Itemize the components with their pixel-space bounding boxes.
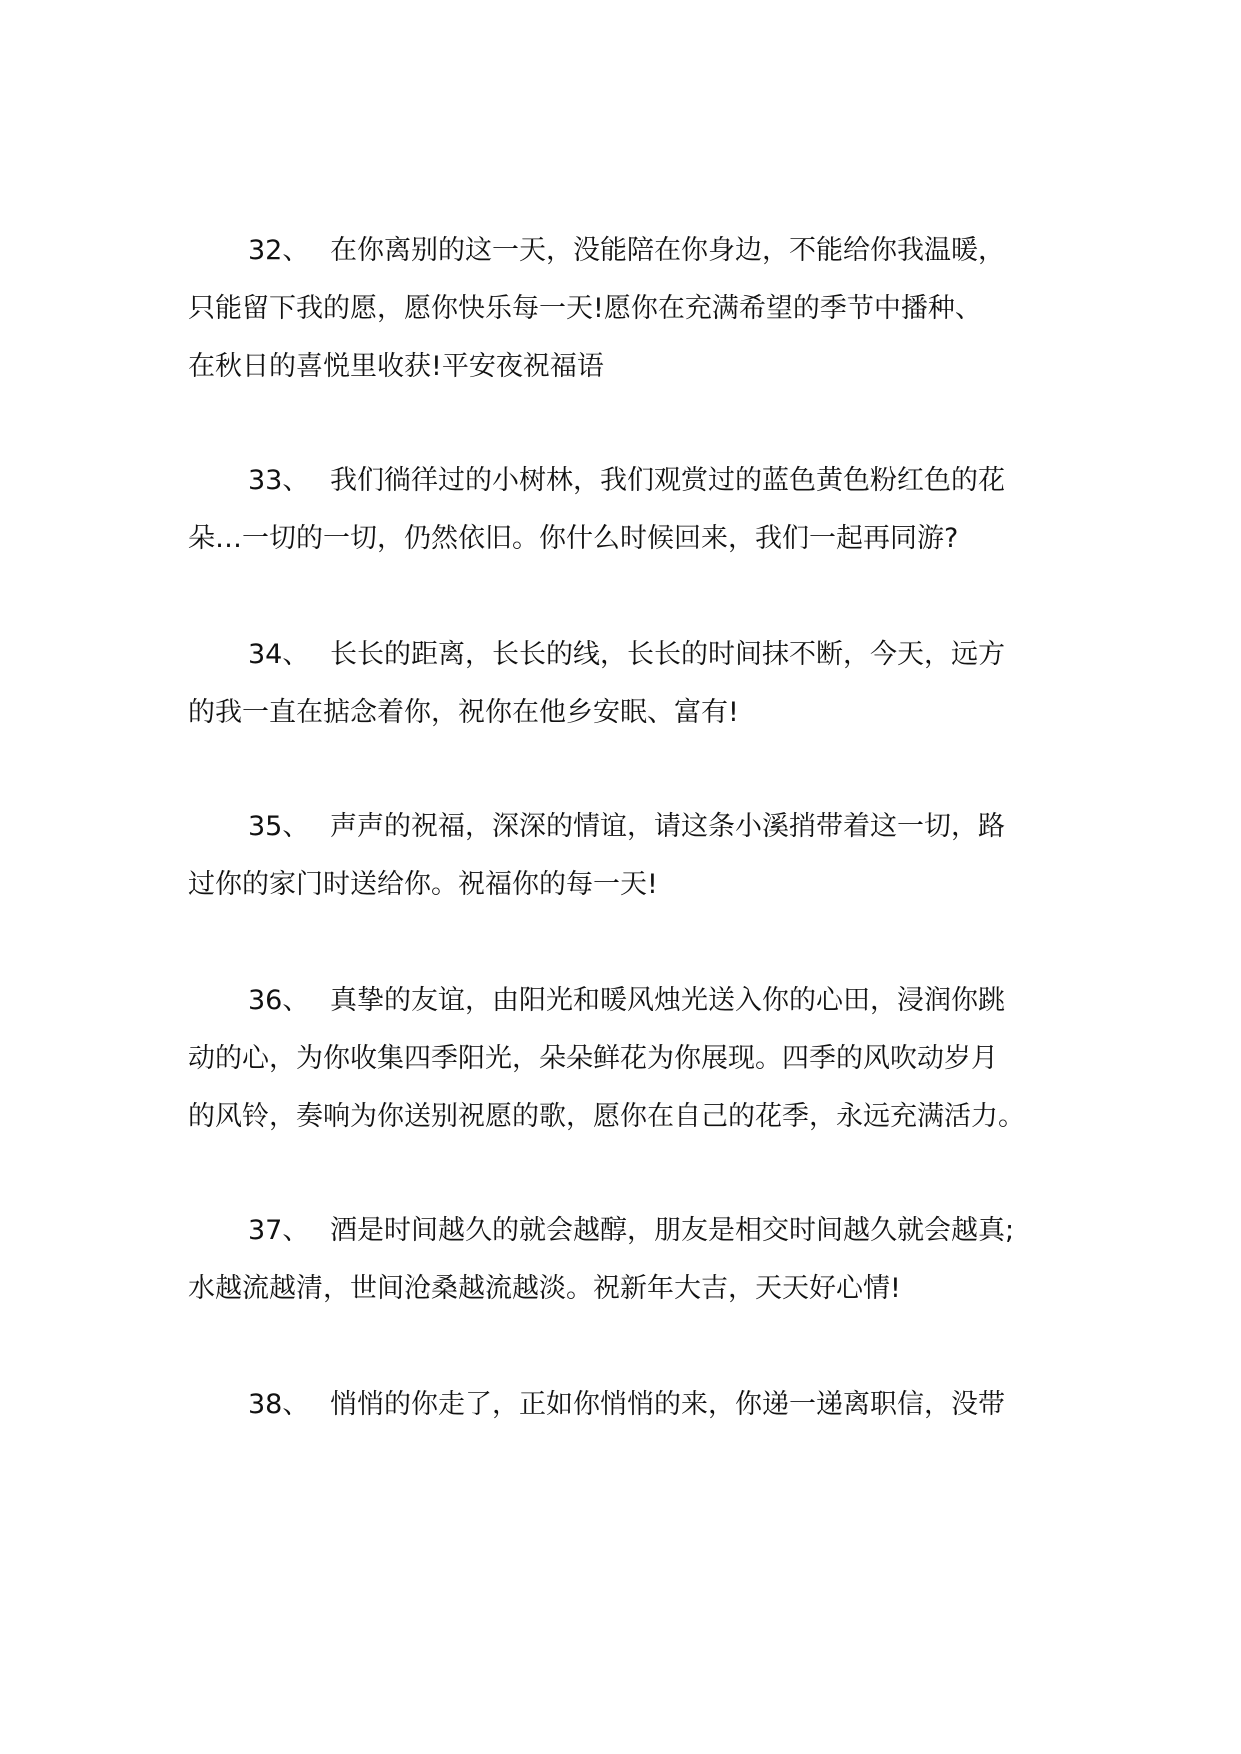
paragraph-line: 动的心，为你收集四季阳光，朵朵鲜花为你展现。四季的风吹动岁月 bbox=[188, 1043, 998, 1074]
paragraph-number: 34、 bbox=[248, 639, 310, 670]
paragraph-34 bbox=[188, 626, 1068, 742]
paragraph-number: 33、 bbox=[248, 465, 310, 496]
paragraph-line: 过你的家门时送给你。祝福你的每一天! bbox=[188, 869, 658, 900]
paragraph-number: 38、 bbox=[248, 1389, 310, 1420]
paragraph-line: 的我一直在掂念着你，祝你在他乡安眠、富有! bbox=[188, 697, 739, 728]
paragraph-text: 我们徜徉过的小树林，我们观赏过的蓝色黄色粉红色的花 bbox=[330, 465, 1005, 496]
paragraph-text: 在你离别的这一天，没能陪在你身边，不能给你我温暖， bbox=[330, 235, 1005, 266]
paragraph-line: 在秋日的喜悦里收获!平安夜祝福语 bbox=[188, 351, 604, 382]
paragraph-text: 长长的距离，长长的线，长长的时间抹不断，今天，远方 bbox=[330, 639, 1005, 670]
paragraph-35 bbox=[188, 798, 1068, 914]
paragraph-number: 37、 bbox=[248, 1215, 310, 1246]
paragraph-number: 32、 bbox=[248, 235, 310, 266]
paragraph-line: 的风铃，奏响为你送别祝愿的歌，愿你在自己的花季，永远充满活力。 bbox=[188, 1101, 1025, 1132]
paragraph-text: 悄悄的你走了，正如你悄悄的来，你递一递离职信，没带 bbox=[330, 1389, 1005, 1420]
paragraph-text: 声声的祝福，深深的情谊，请这条小溪捎带着这一切，路 bbox=[330, 811, 1005, 842]
paragraph-number: 35、 bbox=[248, 811, 310, 842]
paragraph-38 bbox=[188, 1376, 1068, 1434]
paragraph-37 bbox=[188, 1202, 1068, 1318]
paragraph-line: 只能留下我的愿，愿你快乐每一天!愿你在充满希望的季节中播种、 bbox=[188, 293, 982, 324]
paragraph-line bbox=[188, 972, 1068, 1030]
paragraph-32 bbox=[188, 222, 1068, 396]
paragraph-number: 36、 bbox=[248, 985, 310, 1016]
paragraph-36 bbox=[188, 972, 1068, 1146]
paragraph-33 bbox=[188, 452, 1068, 568]
paragraph-line bbox=[188, 1202, 1068, 1260]
paragraph-line bbox=[188, 222, 1068, 280]
paragraph-text: 真挚的友谊，由阳光和暖风烛光送入你的心田，浸润你跳 bbox=[330, 985, 1005, 1016]
paragraph-line bbox=[188, 452, 1068, 510]
paragraph-text: 酒是时间越久的就会越醇，朋友是相交时间越久就会越真; bbox=[330, 1215, 1015, 1246]
paragraph-line: 朵…一切的一切，仍然依旧。你什么时候回来，我们一起再同游? bbox=[188, 523, 959, 554]
paragraph-line bbox=[188, 1376, 1068, 1434]
paragraph-line bbox=[188, 798, 1068, 856]
paragraph-line bbox=[188, 626, 1068, 684]
paragraph-line: 水越流越清，世间沧桑越流越淡。祝新年大吉，天天好心情! bbox=[188, 1273, 901, 1304]
